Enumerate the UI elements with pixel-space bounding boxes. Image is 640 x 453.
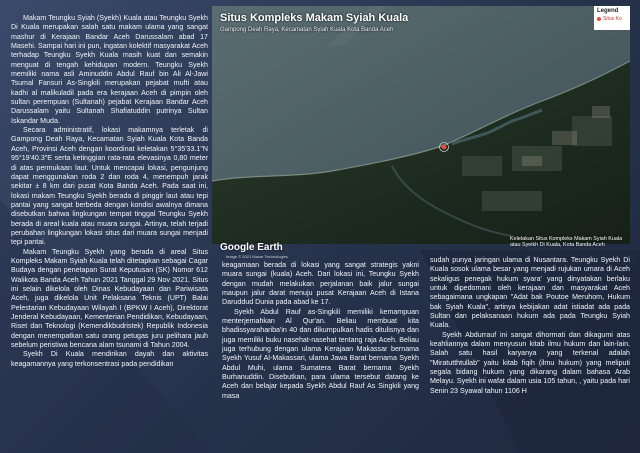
paragraph: Syekh Di Kuala mendirikan dayah dan aktivitas keagamannya yang terkonsentrasi pada pendidikan (11, 350, 208, 368)
google-earth-watermark: Google Earth (220, 242, 283, 253)
legend-item (597, 16, 627, 22)
paragraph: Makam Teungku Syekh yang berada di areal Situs Kompleks Makam Syiah Kuala telah ditetapkan sebagai Cagar Budaya dengan penetapan Surat Keputusan (SK) Nomor 612 Walikota Banda Aceh Tahun 2021 Tanggal 29 Nov 2021. Situs ini selain dikelola oleh Dinas Kebudayaan dan Pariwisata Aceh, juga dikelola Unit Pelaksana Teknis (UPT) Balai Pelestarian Kebudayaan Wilayah I (BPKW I Aceh), Direktorat Jenderal Kebudayaan, Kementerian Pendidikan, Kebudayaan, Riset dan Teknologi (Kemendikbudristek) Republik Indonesia dengan menempatkan satu orang petugas juru pelihara jauh sebelum peristiwa bencana alam tsunami di Tahun 2004. (11, 247, 208, 350)
legend-item-label: Situs Ko (603, 16, 622, 22)
paragraph: Secara administratif, lokasi makamnya terletak di Gampong Deah Raya, Kecamatan Syiah Kuala Kota Banda Aceh, Provinsi Aceh dengan koordinat keletakan 5°35'33.1"N 95°19'40.3"E serta ketinggian rata-rata elevasinya 0,80 meter di atas permukaan laut. Untuk mencapai lokasi, pengunjung dapat menggunakan roda 2 dan roda 4, menempuh jarak sekitar ± 8 km dari pusat Kota Banda Aceh. Pada saat ini, lokasi makam Teungku Syekh berada di pinggir laut atau tepi pantai yang sangat berbeda dengan kondisi awalnya dimana disebutkan bahwa lingkungan tempat tinggal Teungku Syekh berada di areal kuala atau muara sungai. Artinya, telah terjadi perubahan lingkungan lokasi situs dari muara sungai menjadi tepi pantai. (11, 126, 208, 247)
satellite-map (212, 6, 630, 253)
paragraph: Syekh Abdurrauf ini sangat dihormati dan dikagumi atas keahliannya dalam menyusun kitab ilmu hukum dan lain-lain. Salah satu hasil karyanya yang terkenal adalah "Miratutthtullab" yaitu kitab fiqih (ilmu hukum) yang meliputi segala bidang hukum yang dikarang dalam bahasa Arab Melayu. Syekh ini wafat dalam usia 105 tahun, , yaitu pada hari Senin 23 Syawal tahun 1106 H (430, 330, 630, 395)
legend-pin-icon (597, 17, 601, 21)
map-caption: Keletakan Situs Kompleks Makam Syiah Kuala atau Syeikh Di Kuala, Kota Banda Aceh (510, 236, 623, 248)
map-subtitle: Gampong Deah Raya, Kecamatan Syiah Kuala Kota Banda Aceh (220, 27, 394, 33)
text-column-left (11, 14, 208, 369)
paragraph: keagamaan berada di lokasi yang sangat strategis yakni muara sungai (kuala) Aceh. Dari lokasi ini, Teungku Syekh dengan mudah melakukan perjalanan baik jalur sungai maupun jalur darat menuju pusat Kerajaan Aceh di Istana Daruddud Dunia pada abad ke 17. (222, 261, 419, 307)
paragraph: Makam Teungku Syiah (Syekh) Kuala atau Teungku Syekh Di Kuala merupakan salah satu makam ulama yang sangat mashur di Kerajaan Bandar Aceh Darussalam abad 17 Masehi. Sampai hari ini pun, ingatan kolektif masyarakat Aceh terhadap Teungku Syekh Kuala masih kuat dan semakin menguat di tengah kehidupan modern. Teungku Syekh memiliki nama asli Aminuddin Abdul Rauf bin Ali Al-Jawi Tsumal Fansuri As-Singkili merupakan pejabat mufti atau kadhi al malikuladil pada era kerajaan Aceh di pimpin oleh sultan perempuan (Sultanah) pejabat Kerajaan Bandar Aceh Darussalam yaitu Sultanah Shafiatuddin putrinya Sultan Iskandar Muda. (11, 14, 208, 125)
site-marker-icon[interactable] (442, 145, 447, 150)
text-column-right (430, 256, 630, 396)
map-legend (594, 6, 630, 30)
text-column-middle (222, 261, 419, 401)
legend-title: Legend (597, 8, 619, 14)
paragraph: sudah punya jaringan ulama di Nusantara. Teungku Syekh Di Kuala sosok ulama besar yang menjadi rujukan umara di Aceh sekaligus penegak hukum syara' yang dinyatakan berlaku untuk dipedomani oleh kerajaan dan masyarakat Aceh sebagaimana ungkapan "Adat bak Poutoe Meruhom, Hukum bak Syiah Kuala", artinya kebijakan adat istiadat ada pada Sultan dan pelaksanaan hukum ada pada Teungku Syiah Kuala. (430, 256, 630, 330)
map-imagery (212, 6, 630, 244)
paragraph: Syekh Abdul Rauf as-Singkili memiliki kemampuan menterjemahkan Al Qur'an. Beliau membuat kita bhadissyarahariba'in 40 dan dikumpulkan hadis ditulisnya dan juga memiliki buku nasehat-nasehat tentang raja Aceh. Beliau juga terhubung dengan ulama Kerajaan Makassar bernama Syekh Yusuf Al-Makassari, ulama Jawa Barat bernama Syekh Abdul Muhi, ulama Sumatera Barat bernama Syekh Burhanuddin. Disebutkan, para ulama tersebut datang ke Aceh dan belajar kepada Syekh Abdul Rauf As Singkili yang masa (222, 307, 419, 400)
map-title: Situs Kompleks Makam Syiah Kuala (220, 12, 409, 24)
imagery-credit: Image © 2021 Maxar Technologies (226, 254, 288, 259)
